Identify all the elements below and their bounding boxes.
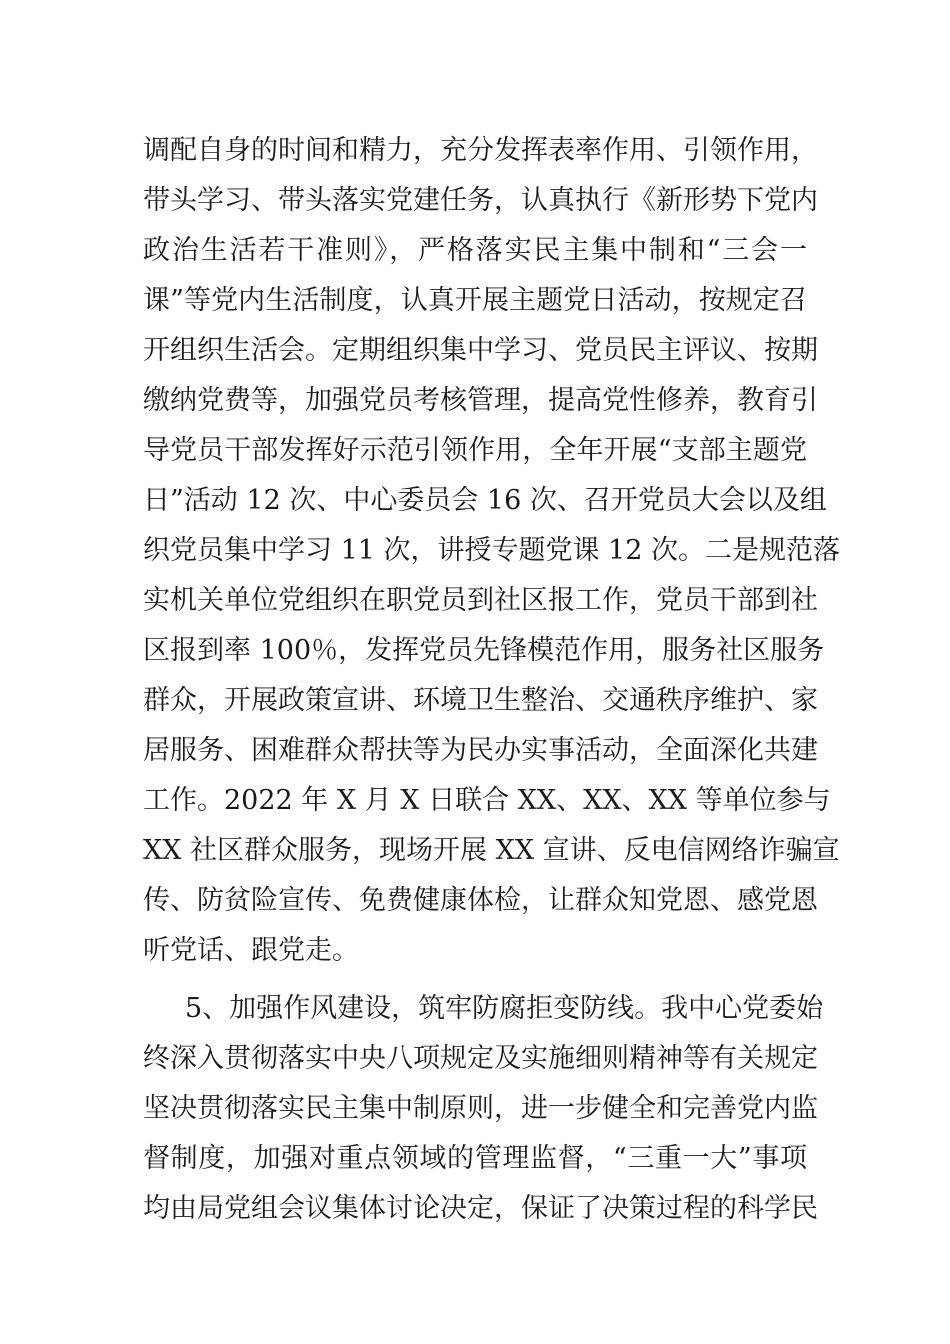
text-line: 课”等党内生活制度，认真开展主题党日活动，按规定召 (143, 285, 807, 316)
document-body (143, 126, 841, 1234)
text-line: 缴纳党费等，加强党员考核管理，提高党性修养，教育引 (143, 385, 818, 416)
text-line: 实机关单位党组织在职党员到社区报工作，党员干部到社 (143, 585, 818, 616)
text-line: 带头学习、带头落实党建任务，认真执行《新形势下党内 (143, 185, 818, 216)
text-line: 政治生活若干准则》，严格落实民主集中制和“三会一 (143, 235, 807, 266)
text-line: 均由局党组会议集体讨论决定，保证了决策过程的科学民 (143, 1193, 818, 1224)
text-line: 调配自身的时间和精力，充分发挥表率作用、引领作用， (143, 135, 818, 166)
text-line: 群众，开展政策宣讲、环境卫生整治、交通秩序维护、家 (143, 685, 818, 716)
text-line: XX 社区群众服务，现场开展 XX 宣讲、反电信网络诈骗宣 (143, 835, 840, 866)
text-line: 区报到率 100％，发挥党员先锋模范作用，服务社区服务 (143, 635, 825, 666)
text-line: 导党员干部发挥好示范引领作用，全年开展“支部主题党 (143, 435, 807, 466)
paragraph-end-line: 听党话、跟党走。 (143, 935, 359, 966)
text-line: 坚决贯彻落实民主集中制原则，进一步健全和完善党内监 (143, 1093, 818, 1124)
text-line: 日”活动 12 次、中心委员会 16 次、召开党员大会以及组 (143, 485, 827, 516)
text-line: 居服务、困难群众帮扶等为民办实事活动，全面深化共建 (143, 735, 818, 766)
text-line: 工作。2022 年 X 月 X 日联合 XX、XX、XX 等单位参与 (143, 785, 831, 816)
text-line: 终深入贯彻落实中央八项规定及实施细则精神等有关规定 (143, 1043, 818, 1074)
text-line: 传、防贫险宣传、免费健康体检，让群众知党恩、感党恩 (143, 885, 818, 916)
text-line: 督制度，加强对重点领域的管理监督，“三重一大”事项 (143, 1143, 807, 1174)
text-line: 开组织生活会。定期组织集中学习、党员民主评议、按期 (143, 335, 818, 366)
paragraph-heading-line: 5、加强作风建设，筑牢防腐拒变防线。我中心党委始 (185, 993, 824, 1024)
text-line: 织党员集中学习 11 次，讲授专题党课 12 次。二是规范落 (143, 535, 841, 566)
